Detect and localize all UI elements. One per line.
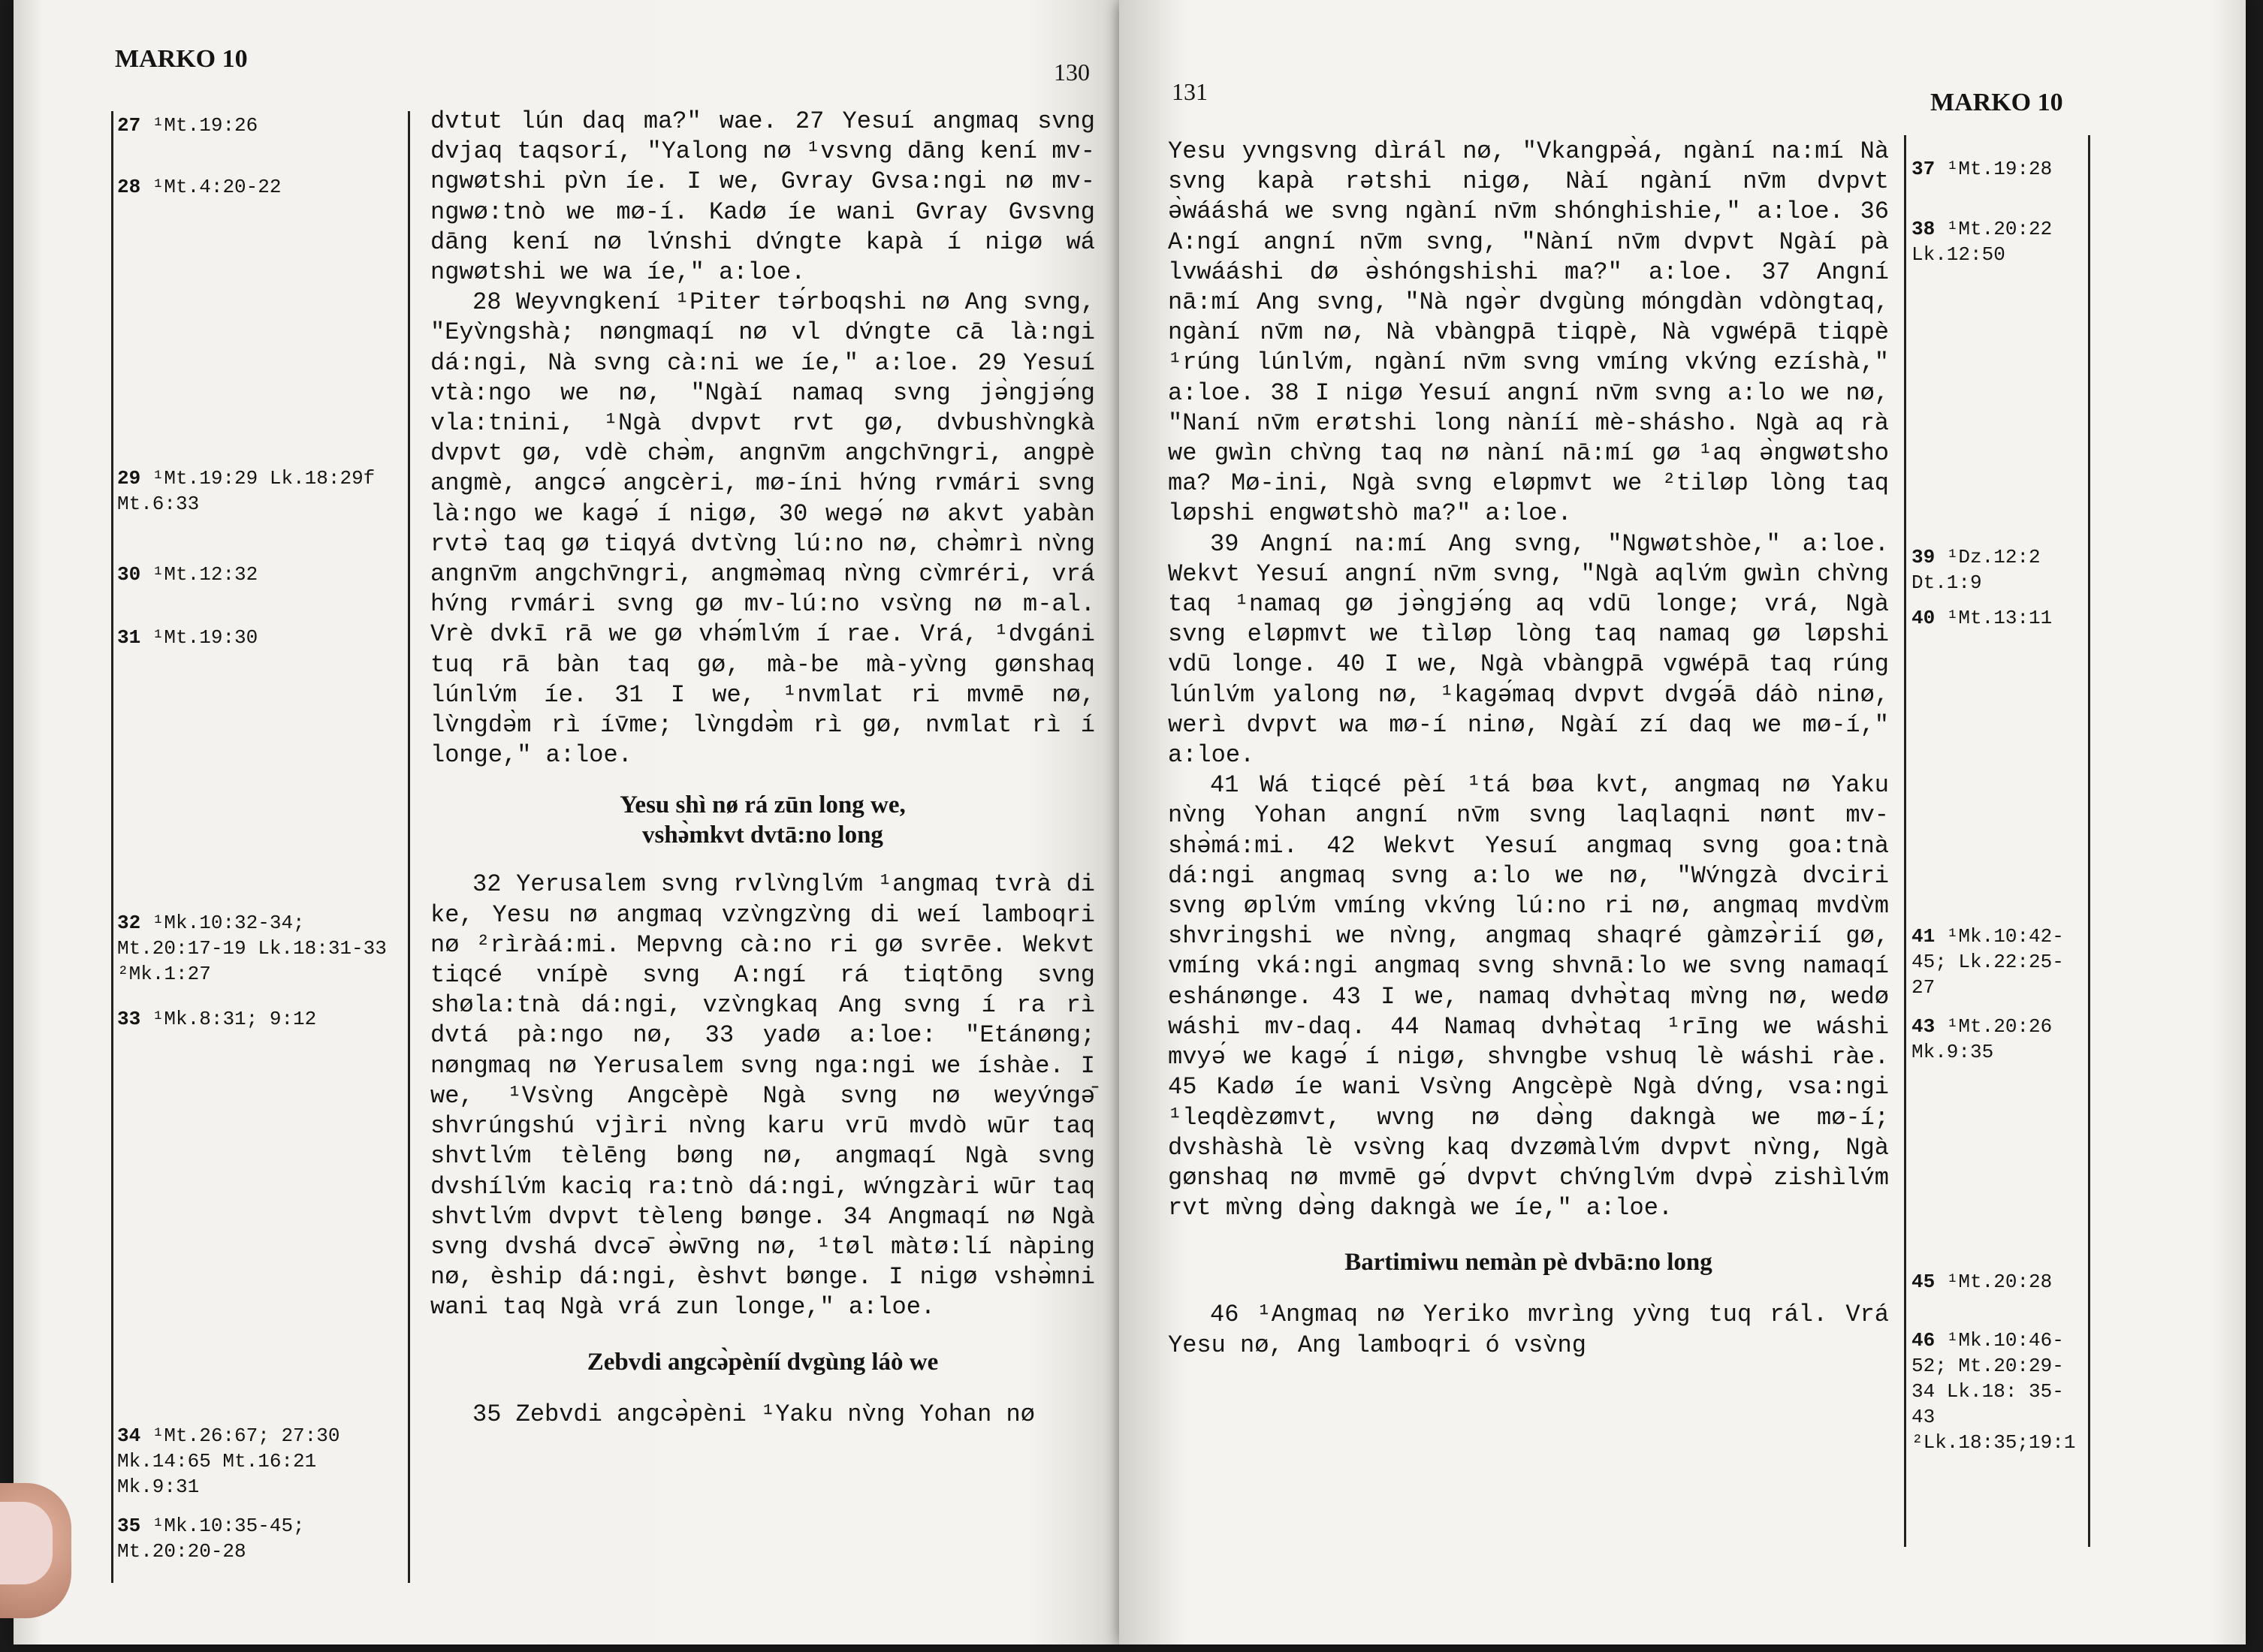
right-notes-column <box>1911 0 2084 1644</box>
section-heading: Zebvdi angcə̀pèníí dvgùng láò we <box>587 1348 939 1376</box>
note-entry: 35 ¹Mk.10:35-45; Mt.20:20-28 <box>117 1515 305 1563</box>
paragraph: 46 ¹Angmaq nø Yeriko mvrìng yv̀ng tuq rál. Vrá Yesu nø, Ang lamboqri ó vsv̀ng <box>1168 1301 1889 1359</box>
paragraph: dvtut lún daq ma?" wae. 27 Yesuí angmaq svng dvjaq taqsorí, "Yalong nø ¹vsvng dāng kení mv-ngwøtshi pv̀n íe. I we, Gvray Gvsa:ngi nø mv-ngwø:tnò we mø-í. Kadø íe wani Gvray Gvsvng dāng kení nø lv́nshi dv́ngte kapà í nigø wá ngwøtshi we wa íe," a:loe. <box>430 107 1095 287</box>
paragraph: Yesu yvngsvng dìrál nø, "Vkangpə̀á, ngàní na:mí Nà svng kapà rətshi nigø, Nàí ngàní nv̄m dvpvt ə̀wááshá we svng ngàní nv̄m shónghishie," a:loe. 36 A:ngí angní nv̄m svng, "Nàní nv̄m dvpvt Ngàí pà lvwááshi dø ə̀shóngshishi ma?" a:loe. 37 Angní nā:mí Ang svng, "Nà ngə̀r dvgùng móngdàn vdòngtaq, ngàní nv̄m nø, Nà vbàngpā tiqpè, Nà vgwépā tiqpè ¹rúng lúnlv́m, ngàní nv̄m svng vmíng vkv́ng ezíshà," a:loe. 38 I nigø Yesuí angní nv̄m svng a:lo we nø, "Naní nv̄m erøtshi long nàníí mè-shásho. Ngà aq rà we gwìn chv̀ng taq nø nàní nā:mí gø ¹aq ə̀ngwøtsho ma? Mø-ini, Ngà svng eløpmvt we ²tiløp lòng taq løpshi engwøtshò ma?" a:loe. <box>1168 137 1889 528</box>
paragraph: 32 Yerusalem svng rvlv̀nglv́m ¹angmaq tvrà di ke, Yesu nø angmaq vzv̀ngzv̀ng di weí lamboqri nø ²rìràá:mi. Mepvng cà:no ri gø svrēe. Wekvt tiqcé vnípè svng A:ngí rá tiqtōng svng shøla:tnà dá:ngi, vzv̀ngkaq Ang svng í ra rì dvtá pà:ngo nø, 33 yadø a:loe: "Etánøng; nøngmaq nø Yerusalem svng nga:ngi we íshàe. I we, ¹Vsv̀ng Angcèpè Ngà svng nø weyv́ngə̄ shvrúngshú vjìri nv̀ng karu vrū mvdò wūr taq shvtlv́m tèlēng bøng nø, angmaqí Ngà svng dvshílv́m kaciq ra:tnò dá:ngi, wv́ngzàri wūr taq shvtlv́m dvpvt tèleng bønge. 34 Angmaqí nø Ngà svng dvshá dvcə̄ ə̀wv̄ng nø, ¹tøl màtø:lí nàping nø, èship dá:ngi, èshvt bønge. I nigø vshə̀mni wani taq Ngà vrá zun longe," a:loe. <box>430 870 1095 1322</box>
thumbnail-nail <box>0 1502 53 1584</box>
note-entry: 43 ¹Mt.20:26 Mk.9:35 <box>1911 1015 2053 1063</box>
note-entry: 40 ¹Mt.13:11 <box>1911 607 2053 629</box>
note-entry: 41 ¹Mk.10:42-45; Lk.22:25-27 <box>1911 925 2064 999</box>
paragraph: 39 Angní na:mí Ang svng, "Ngwøtshòe," a:loe. Wekvt Yesuí angní nv̄m svng, "Ngà aqlv́m gwìn chv̀ng taq ¹namaq gø jə̀ngjə́ng aq vdū longe; vrá, Ngà svng eløpmvt we tìløp lòng taq namaq gø løpshi vdū longe. 40 I we, Ngà vbàngpā vgwépā taq rúng lúnlv́m yalong nø, ¹kagə́maq dvpvt dvgə́ā dáò ninø, werì dvpvt wa mø-í ninø, Ngàí zí daq we mø-í," a:loe. <box>1168 529 1889 770</box>
note-entry: 45 ¹Mt.20:28 <box>1911 1271 2053 1293</box>
left-running-header: MARKO 10 <box>115 45 248 73</box>
left-column-rule <box>408 111 410 1583</box>
note-entry: 32 ¹Mk.10:32-34; Mt.20:17-19 Lk.18:31-33 ²Mk.1:27 <box>117 912 387 985</box>
section-heading: Yesu shì nø rá zūn long we, vshə̀mkvt dvtā:no long <box>620 791 906 849</box>
note-entry: 37 ¹Mt.19:28 <box>1911 158 2053 180</box>
note-entry: 27 ¹Mt.19:26 <box>117 114 258 137</box>
right-column-rule <box>1904 135 1906 1547</box>
note-entry: 39 ¹Dz.12:2 Dt.1:9 <box>1911 546 2041 594</box>
note-entry: 33 ¹Mk.8:31; 9:12 <box>117 1008 317 1030</box>
paragraph: 41 Wá tiqcé pèí ¹tá bøa kvt, angmaq nø Yaku nv̀ng Yohan angní nv̄m svng laqlaqni nønt mv-shə̀má:mi. 42 Wekvt Yesuí angmaq svng goa:tnà dá:ngi angmaq svng a:lo we nø, "Wv́ngzà dvciri svng øplv́m vmíng vkv́ng lú:no ri nø, angmaq mvdv̀m shvringshi we nv̀ng, angmaq shaqré gàmzə̀rií gø, vmíng vká:ngi angmaq svng shvnā:lo we svng namaqí eshánønge. 43 I we, namaq dvhə̀taq mv̀ng nø, wedø wáshi mv-daq. 44 Namaq dvhə̀taq ¹rīng we wáshi mvyə́ we kagə́ í nigø, shvngbe vshuq lè wáshi ràe. 45 Kadø íe wani Vsv̀ng Angcèpè Ngà dv́ng, vsa:ngi ¹leqdèzømvt, wvng nø də̀ng dakngà we mø-í; dvshàshà lè vsv̀ng kaq dvzømàlv́m dvpvt nv̀ng, Ngà gønshaq nø mvmē gə́ dvpvt chv́nglv́m dvpə̀ zishìlv́m rvt mv̀ng də̀ng dakngà we íe," a:loe. <box>1168 771 1889 1222</box>
right-running-header: MARKO 10 <box>1930 89 2063 116</box>
section-heading: Bartimiwu nemàn pè dvbā:no long <box>1344 1249 1712 1277</box>
note-entry: 29 ¹Mt.19:29 Lk.18:29f Mt.6:33 <box>117 467 376 515</box>
left-page-number: 130 <box>1054 59 1090 86</box>
left-main-text <box>430 107 1095 1430</box>
right-main-text <box>1168 137 1889 1361</box>
note-entry: 31 ¹Mt.19:30 <box>117 626 258 649</box>
note-entry: 34 ¹Mt.26:67; 27:30 Mk.14:65 Mt.16:21 Mk.9:31 <box>117 1424 340 1498</box>
note-entry: 38 ¹Mt.20:22 Lk.12:50 <box>1911 218 2053 266</box>
right-notes-outer-rule <box>2088 135 2090 1547</box>
left-notes-column <box>117 0 403 1644</box>
note-entry: 28 ¹Mt.4:20-22 <box>117 176 282 198</box>
paragraph: 35 Zebvdi angcə̀pèni ¹Yaku nv̀ng Yohan nø <box>472 1400 1035 1428</box>
right-page <box>1119 0 2246 1644</box>
left-notes-outer-rule <box>111 111 113 1583</box>
note-entry: 30 ¹Mt.12:32 <box>117 563 258 586</box>
paragraph: 28 Weyvngkení ¹Piter tə́rboqshi nø Ang svng, "Eyv̀ngshà; nøngmaqí nø vl dv́ngte cā là:ngi dá:ngi, Nà svng cà:ni we íe," a:loe. 29 Yesuí vtà:ngo we nø, "Ngàí namaq svng jə̀ngjə́ng vla:tnini, ¹Ngà dvpvt rvt gø, dvbushv̀ngkà dvpvt gø, vdè chə̀m, angnv̄m angchv̄ngri, angpè angmè, angcə́ angcèri, mø-íni hv́ng rvmári svng là:ngo we kagə́ í nigø, 30 wegə́ nø akvt yabàn rvtə̀ taq gø tiqyá dvtv̀ng lú:no nø, chə̀mrì nv̀ng angnv̄m angchv̄ngri, angmə̀maq nv̀ng cv̀mréri, vrá hv́ng rvmári svng gø mv-lú:no vsv̀ng nø m-al. Vrè dvkī rā we gø vhə́mlv́m í rae. Vrá, ¹dvgáni tuq rā bàn taq gø, mà-be mà-yv̀ng gønshaq lúnlv́m íe. 31 I we, ¹nvmlat ri mvmē nø, lv̀ngdə̀m rì ív̄me; lv̀ngdə̀m rì gø, nvmlat rì í longe," a:loe. <box>430 288 1095 770</box>
right-page-number: 131 <box>1172 78 1208 105</box>
left-page <box>14 0 1119 1644</box>
note-entry: 46 ¹Mk.10:46-52; Mt.20:29-34 Lk.18: 35-43 ²Lk.18:35;19:1 <box>1911 1329 2076 1454</box>
